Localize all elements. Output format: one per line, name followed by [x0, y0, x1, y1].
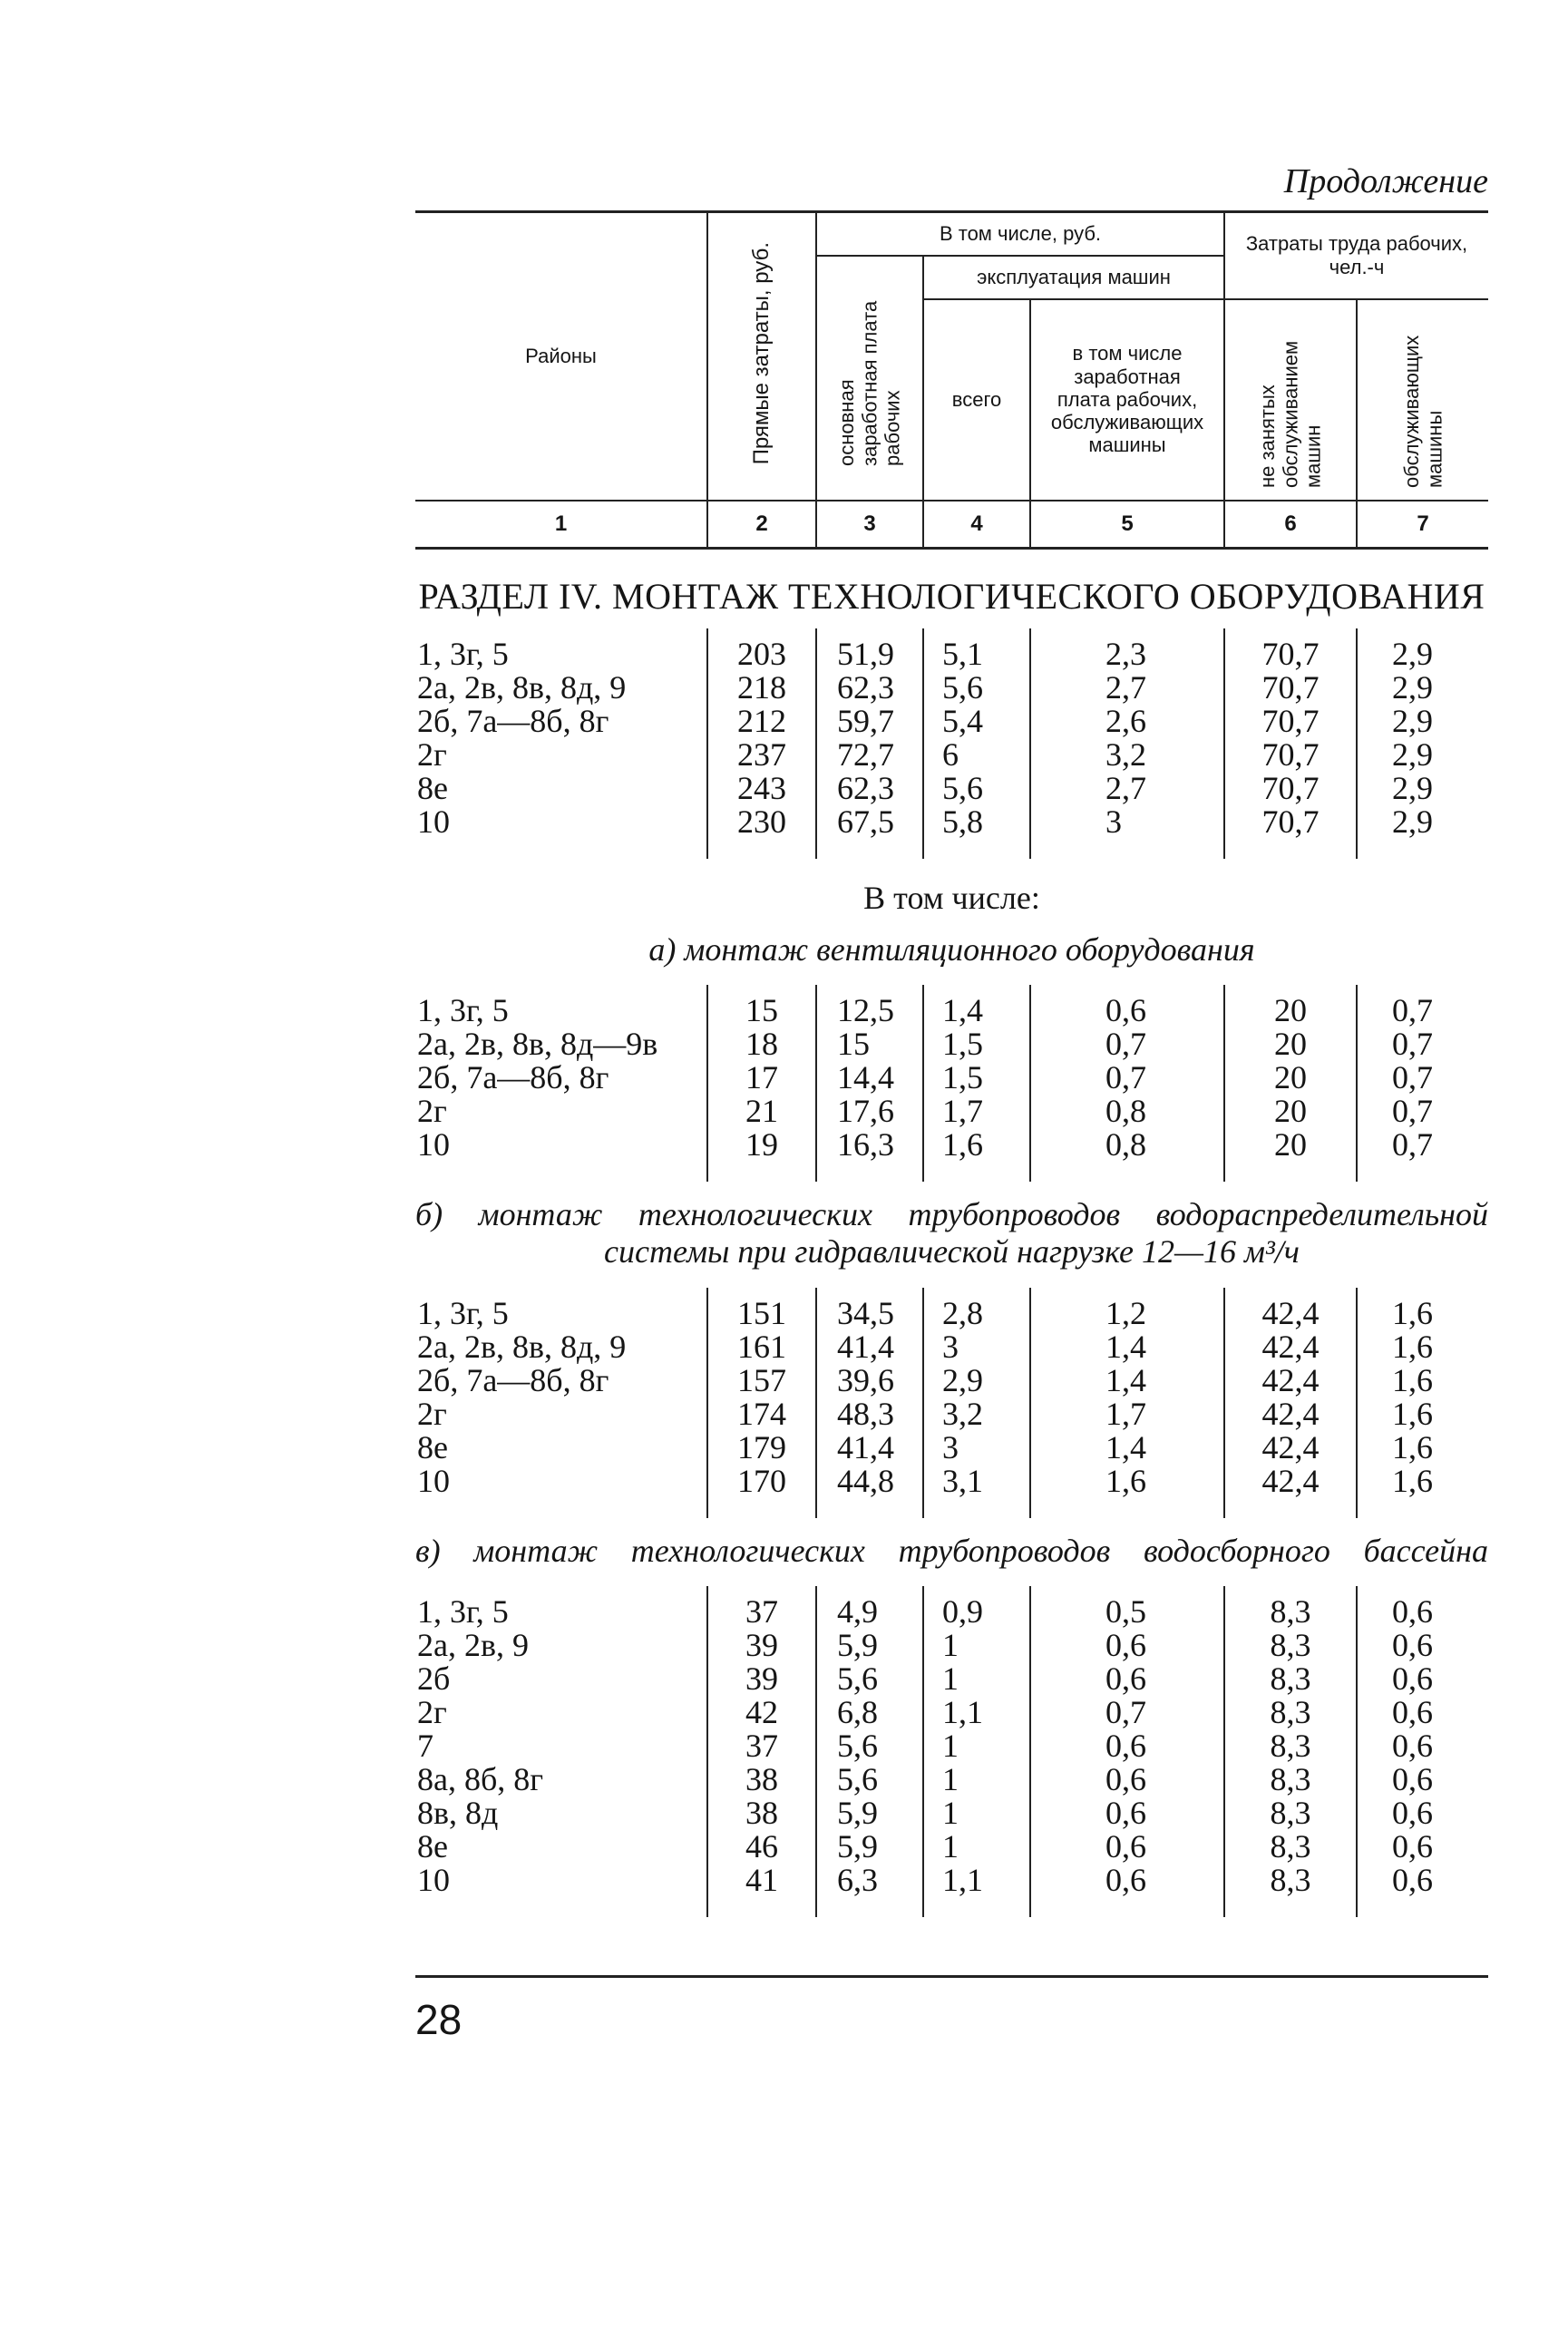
value-cell-col3: 72,7	[816, 738, 923, 772]
value-cell-col5: 2,7	[1030, 671, 1224, 705]
header-labor-other-text: не занятых обслуживанием машин	[1256, 340, 1325, 488]
value-cell-col5: 3,2	[1030, 738, 1224, 772]
value-cell-col4: 5,6	[923, 671, 1030, 705]
table-row	[415, 1027, 1488, 1061]
value-cell-col5: 0,6	[1030, 1763, 1224, 1796]
district-cell: 8в, 8д	[417, 1795, 499, 1832]
value-cell-col2: 37	[707, 1586, 816, 1629]
value-cell-col6: 8,3	[1224, 1729, 1357, 1763]
including-block	[415, 859, 1488, 985]
value-cell-col4: 1	[923, 1830, 1030, 1864]
value-cell-col6: 42,4	[1224, 1330, 1357, 1364]
colnum-5: 5	[1030, 501, 1224, 549]
value-cell-col3: 4,9	[816, 1586, 923, 1629]
value-cell-col3: 67,5	[816, 805, 923, 859]
value-cell-col5: 0,7	[1030, 1027, 1224, 1061]
value-cell-col4: 1	[923, 1763, 1030, 1796]
value-cell-col3: 59,7	[816, 705, 923, 738]
subsection-b-title	[415, 1182, 1488, 1288]
value-cell-col2: 38	[707, 1796, 816, 1830]
header-districts: Районы	[415, 212, 707, 501]
value-cell-col4: 2,8	[923, 1288, 1030, 1330]
header-labor-machines	[1357, 299, 1488, 501]
value-cell-col2: 37	[707, 1729, 816, 1763]
value-cell-col3: 15	[816, 1027, 923, 1061]
subsection-b-title-line1: б) монтаж технологических трубопроводов водораспределительной	[415, 1195, 1489, 1232]
table-row	[415, 985, 1488, 1027]
subsection-b-rows	[415, 1288, 1488, 1518]
value-cell-col6: 70,7	[1224, 738, 1357, 772]
value-cell-col6: 8,3	[1224, 1796, 1357, 1830]
document-page	[415, 0, 1488, 2327]
value-cell-col4: 2,9	[923, 1364, 1030, 1397]
value-cell-col7: 0,7	[1357, 1095, 1488, 1128]
including-label: В том числе:	[863, 879, 1040, 916]
value-cell-col5: 1,7	[1030, 1397, 1224, 1431]
value-cell-col4: 1,5	[923, 1027, 1030, 1061]
value-cell-col2: 46	[707, 1830, 816, 1864]
value-cell-col6: 42,4	[1224, 1397, 1357, 1431]
district-cell: 10	[417, 1862, 450, 1899]
district-cell: 8е	[417, 769, 448, 806]
value-cell-col5: 0,6	[1030, 1864, 1224, 1917]
value-cell-col6: 20	[1224, 985, 1357, 1027]
value-cell-col4: 5,6	[923, 772, 1030, 805]
district-cell: 8е	[417, 1428, 448, 1465]
value-cell-col7: 1,6	[1357, 1431, 1488, 1465]
header-base-wage	[816, 256, 923, 501]
value-cell-col6: 8,3	[1224, 1662, 1357, 1696]
header-labor-machines-text: обслуживающих машины	[1399, 335, 1446, 488]
value-cell-col4: 1,6	[923, 1128, 1030, 1182]
value-cell-col3: 48,3	[816, 1397, 923, 1431]
value-cell-col3: 41,4	[816, 1431, 923, 1465]
value-cell-col5: 0,6	[1030, 985, 1224, 1027]
value-cell-col7: 2,9	[1357, 705, 1488, 738]
district-cell: 2б, 7а—8б, 8г	[417, 1361, 609, 1398]
value-cell-col3: 62,3	[816, 772, 923, 805]
value-cell-col2: 15	[707, 985, 816, 1027]
value-cell-col2: 19	[707, 1128, 816, 1182]
main-rows	[415, 628, 1488, 859]
value-cell-col2: 161	[707, 1330, 816, 1364]
value-cell-col2: 17	[707, 1061, 816, 1095]
section-title: РАЗДЕЛ IV. МОНТАЖ ТЕХНОЛОГИЧЕСКОГО ОБОРУДОВАНИЯ	[418, 575, 1485, 617]
value-cell-col3: 5,6	[816, 1729, 923, 1763]
value-cell-col5: 1,2	[1030, 1288, 1224, 1330]
value-cell-col3: 6,3	[816, 1864, 923, 1917]
value-cell-col4: 1,7	[923, 1095, 1030, 1128]
value-cell-col5: 2,6	[1030, 705, 1224, 738]
value-cell-col7: 1,6	[1357, 1288, 1488, 1330]
value-cell-col6: 8,3	[1224, 1763, 1357, 1796]
value-cell-col7: 0,6	[1357, 1864, 1488, 1917]
value-cell-col5: 1,4	[1030, 1431, 1224, 1465]
value-cell-col2: 237	[707, 738, 816, 772]
value-cell-col5: 0,8	[1030, 1128, 1224, 1182]
value-cell-col3: 6,8	[816, 1696, 923, 1729]
table-row	[415, 1586, 1488, 1629]
table-row	[415, 1864, 1488, 1917]
header-direct-costs-text: Прямые затраты, руб.	[749, 242, 774, 465]
value-cell-col3: 16,3	[816, 1128, 923, 1182]
value-cell-col5: 0,6	[1030, 1729, 1224, 1763]
table-row	[415, 805, 1488, 859]
value-cell-col3: 17,6	[816, 1095, 923, 1128]
district-cell: 2а, 2в, 8в, 8д, 9	[417, 1328, 627, 1365]
value-cell-col7: 0,6	[1357, 1729, 1488, 1763]
value-cell-col6: 70,7	[1224, 805, 1357, 859]
district-cell: 7	[417, 1728, 433, 1765]
district-cell: 2б	[417, 1660, 451, 1698]
table-row	[415, 628, 1488, 671]
table-row	[415, 1061, 1488, 1095]
page-number: 28	[415, 1996, 463, 2043]
value-cell-col6: 8,3	[1224, 1629, 1357, 1662]
table-row	[415, 1629, 1488, 1662]
value-cell-col2: 41	[707, 1864, 816, 1917]
value-cell-col7: 0,7	[1357, 1027, 1488, 1061]
table-row	[415, 1662, 1488, 1696]
value-cell-col2: 157	[707, 1364, 816, 1397]
value-cell-col6: 20	[1224, 1027, 1357, 1061]
table-row	[415, 1330, 1488, 1364]
colnum-1: 1	[415, 501, 707, 549]
value-cell-col6: 42,4	[1224, 1431, 1357, 1465]
value-cell-col4: 1,1	[923, 1696, 1030, 1729]
table-row	[415, 1729, 1488, 1763]
district-cell: 8а, 8б, 8г	[417, 1761, 544, 1798]
value-cell-col4: 3	[923, 1431, 1030, 1465]
value-cell-col2: 212	[707, 705, 816, 738]
value-cell-col3: 5,9	[816, 1629, 923, 1662]
district-cell: 1, 3г, 5	[417, 1593, 509, 1631]
value-cell-col4: 1,1	[923, 1864, 1030, 1917]
value-cell-col3: 62,3	[816, 671, 923, 705]
value-cell-col7: 0,7	[1357, 985, 1488, 1027]
value-cell-col3: 5,6	[816, 1662, 923, 1696]
value-cell-col4: 5,8	[923, 805, 1030, 859]
value-cell-col6: 20	[1224, 1061, 1357, 1095]
value-cell-col6: 8,3	[1224, 1830, 1357, 1864]
table-row	[415, 1128, 1488, 1182]
value-cell-col4: 5,4	[923, 705, 1030, 738]
value-cell-col4: 0,9	[923, 1586, 1030, 1629]
value-cell-col2: 151	[707, 1288, 816, 1330]
value-cell-col3: 34,5	[816, 1288, 923, 1330]
value-cell-col5: 0,6	[1030, 1830, 1224, 1864]
value-cell-col7: 0,6	[1357, 1629, 1488, 1662]
value-cell-col6: 8,3	[1224, 1696, 1357, 1729]
value-cell-col5: 0,6	[1030, 1796, 1224, 1830]
header-total: всего	[923, 299, 1030, 501]
value-cell-col2: 179	[707, 1431, 816, 1465]
value-cell-col6: 8,3	[1224, 1864, 1357, 1917]
value-cell-col5: 0,6	[1030, 1629, 1224, 1662]
subsection-b-title-line2: системы при гидравлической нагрузке 12—16 м³/ч	[604, 1233, 1300, 1271]
colnum-4: 4	[923, 501, 1030, 549]
table-row	[415, 1431, 1488, 1465]
header-group-machines: эксплуатация машин	[923, 256, 1224, 299]
value-cell-col7: 0,6	[1357, 1763, 1488, 1796]
value-cell-col6: 70,7	[1224, 772, 1357, 805]
header-group-incl: В том числе, руб.	[816, 212, 1224, 256]
district-cell: 2г	[417, 1092, 447, 1129]
value-cell-col4: 1,4	[923, 985, 1030, 1027]
district-cell: 1, 3г, 5	[417, 991, 509, 1028]
value-cell-col2: 39	[707, 1662, 816, 1696]
value-cell-col7: 2,9	[1357, 671, 1488, 705]
value-cell-col2: 230	[707, 805, 816, 859]
district-cell: 2а, 2в, 8в, 8д, 9	[417, 668, 627, 706]
value-cell-col4: 1	[923, 1662, 1030, 1696]
value-cell-col3: 5,9	[816, 1796, 923, 1830]
value-cell-col4: 5,1	[923, 628, 1030, 671]
bottom-rule	[415, 1975, 1488, 1978]
continuation-label: Продолжение	[1283, 162, 1488, 200]
value-cell-col3: 12,5	[816, 985, 923, 1027]
value-cell-col6: 20	[1224, 1128, 1357, 1182]
value-cell-col3: 5,9	[816, 1830, 923, 1864]
table-row	[415, 1796, 1488, 1830]
table-row	[415, 705, 1488, 738]
district-cell: 2б, 7а—8б, 8г	[417, 1058, 609, 1095]
value-cell-col3: 39,6	[816, 1364, 923, 1397]
value-cell-col5: 3	[1030, 805, 1224, 859]
district-cell: 1, 3г, 5	[417, 635, 509, 672]
table-row	[415, 1095, 1488, 1128]
value-cell-col7: 2,9	[1357, 628, 1488, 671]
header-base-wage-text: основная заработная плата рабочих	[835, 300, 904, 466]
district-cell: 2г	[417, 735, 447, 773]
header-direct-costs	[707, 212, 816, 501]
district-cell: 2б, 7а—8б, 8г	[417, 702, 609, 739]
value-cell-col4: 3,1	[923, 1465, 1030, 1518]
value-cell-col5: 0,7	[1030, 1061, 1224, 1095]
district-cell: 10	[417, 1462, 450, 1499]
table-row	[415, 1465, 1488, 1518]
table-row	[415, 772, 1488, 805]
table-row	[415, 1763, 1488, 1796]
value-cell-col5: 0,7	[1030, 1696, 1224, 1729]
value-cell-col3: 41,4	[816, 1330, 923, 1364]
value-cell-col7: 1,6	[1357, 1465, 1488, 1518]
table-row	[415, 1696, 1488, 1729]
district-cell: 10	[417, 1125, 450, 1163]
value-cell-col7: 0,6	[1357, 1662, 1488, 1696]
district-cell: 10	[417, 803, 450, 840]
value-cell-col2: 174	[707, 1397, 816, 1431]
value-cell-col2: 218	[707, 671, 816, 705]
subsection-c-block	[415, 1518, 1488, 1586]
value-cell-col5: 2,7	[1030, 772, 1224, 805]
value-cell-col6: 8,3	[1224, 1586, 1357, 1629]
value-cell-col2: 38	[707, 1763, 816, 1796]
value-cell-col7: 1,6	[1357, 1330, 1488, 1364]
colnum-3: 3	[816, 501, 923, 549]
value-cell-col7: 2,9	[1357, 772, 1488, 805]
value-cell-col4: 1	[923, 1629, 1030, 1662]
value-cell-col7: 0,6	[1357, 1586, 1488, 1629]
subsection-a-title: а) монтаж вентиляционного оборудования	[648, 930, 1255, 968]
value-cell-col5: 1,6	[1030, 1465, 1224, 1518]
district-cell: 2а, 2в, 9	[417, 1627, 529, 1664]
value-cell-col7: 2,9	[1357, 738, 1488, 772]
value-cell-col2: 39	[707, 1629, 816, 1662]
value-cell-col6: 42,4	[1224, 1288, 1357, 1330]
value-cell-col5: 1,4	[1030, 1330, 1224, 1364]
value-cell-col4: 6	[923, 738, 1030, 772]
value-cell-col5: 0,5	[1030, 1586, 1224, 1629]
table-row	[415, 1397, 1488, 1431]
value-cell-col4: 1,5	[923, 1061, 1030, 1095]
subsection-c-title: в) монтаж технологических трубопроводов водосборного бассейна	[415, 1532, 1489, 1569]
value-cell-col3: 14,4	[816, 1061, 923, 1095]
value-cell-col3: 44,8	[816, 1465, 923, 1518]
table-row	[415, 738, 1488, 772]
subsection-c-rows	[415, 1586, 1488, 1917]
section-title-block	[415, 548, 1488, 628]
header-machine-wage: в том числе заработная плата рабочих, обслуживающих машины	[1030, 299, 1224, 501]
value-cell-col7: 0,7	[1357, 1061, 1488, 1095]
value-cell-col6: 70,7	[1224, 671, 1357, 705]
value-cell-col5: 0,6	[1030, 1662, 1224, 1696]
district-cell: 1, 3г, 5	[417, 1294, 509, 1331]
value-cell-col2: 21	[707, 1095, 816, 1128]
value-cell-col4: 1	[923, 1796, 1030, 1830]
value-cell-col2: 170	[707, 1465, 816, 1518]
colnum-7: 7	[1357, 501, 1488, 549]
value-cell-col5: 2,3	[1030, 628, 1224, 671]
header-group-labor: Затраты труда рабочих, чел.-ч	[1224, 212, 1488, 299]
value-cell-col3: 5,6	[816, 1763, 923, 1796]
value-cell-col7: 0,6	[1357, 1830, 1488, 1864]
value-cell-col4: 3,2	[923, 1397, 1030, 1431]
colnum-6: 6	[1224, 501, 1357, 549]
district-cell: 2а, 2в, 8в, 8д—9в	[417, 1025, 658, 1062]
value-cell-col3: 51,9	[816, 628, 923, 671]
header-labor-other	[1224, 299, 1357, 501]
table-row	[415, 1830, 1488, 1864]
subsection-b-block	[415, 1182, 1488, 1288]
value-cell-col5: 0,8	[1030, 1095, 1224, 1128]
table-row	[415, 1288, 1488, 1330]
colnum-2: 2	[707, 501, 816, 549]
column-numbers	[415, 501, 1488, 549]
value-cell-col6: 20	[1224, 1095, 1357, 1128]
value-cell-col6: 42,4	[1224, 1364, 1357, 1397]
value-cell-col6: 70,7	[1224, 705, 1357, 738]
district-cell: 2г	[417, 1395, 447, 1432]
value-cell-col7: 0,7	[1357, 1128, 1488, 1182]
value-cell-col2: 243	[707, 772, 816, 805]
value-cell-col5: 1,4	[1030, 1364, 1224, 1397]
value-cell-col6: 42,4	[1224, 1465, 1357, 1518]
value-cell-col4: 3	[923, 1330, 1030, 1364]
value-cell-col7: 0,6	[1357, 1696, 1488, 1729]
subsection-a-rows	[415, 985, 1488, 1182]
table-header	[415, 212, 1488, 549]
value-cell-col2: 42	[707, 1696, 816, 1729]
value-cell-col7: 0,6	[1357, 1796, 1488, 1830]
value-cell-col2: 203	[707, 628, 816, 671]
value-cell-col7: 1,6	[1357, 1397, 1488, 1431]
value-cell-col7: 1,6	[1357, 1364, 1488, 1397]
table-row	[415, 671, 1488, 705]
value-cell-col7: 2,9	[1357, 805, 1488, 859]
table-row	[415, 1364, 1488, 1397]
district-cell: 8е	[417, 1828, 448, 1865]
value-cell-col2: 18	[707, 1027, 816, 1061]
district-cell: 2г	[417, 1694, 447, 1731]
value-cell-col6: 70,7	[1224, 628, 1357, 671]
value-cell-col4: 1	[923, 1729, 1030, 1763]
cost-table	[415, 210, 1488, 1917]
